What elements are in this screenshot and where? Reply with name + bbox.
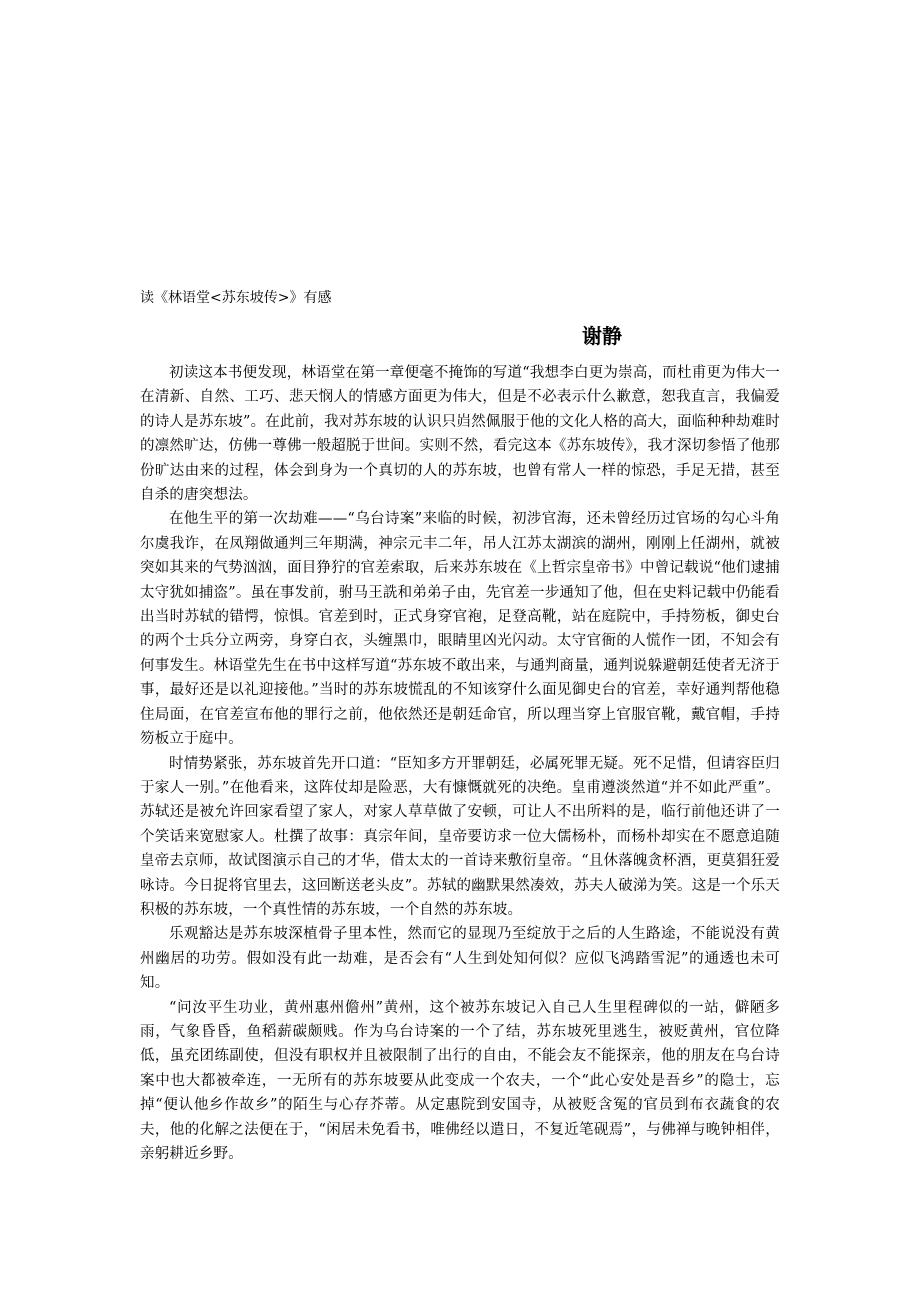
article-body — [140, 361, 780, 1166]
paragraph: 在他生平的第一次劫难——“乌台诗案”来临的时候，初涉官海，还未曾经历过官场的勾心斗角尔虞我诈，在凤翔做通判三年期满，神宗元丰二年，吊人江苏太湖滨的湖州，刚刚上任湖州，就被突如其来的气势汹汹，面目狰狞的官差索取，后来苏东坡在《上哲宗皇帝书》中曾记载说“他们逮捕太守犹如捕盗”。虽在事发前，驸马王詵和弟弟子由，先官差一步通知了他，但在史料记载中仍能看出当时苏轼的错愕，惊惧。官差到时，正式身穿官袍，足登高靴，站在庭院中，手持笏板，御史台的两个士兵分立两旁，身穿白衣，头缠黑巾，眼睛里凶光闪动。太守官衙的人慌作一团，不知会有何事发生。林语堂先生在书中这样写道“苏东坡不敢出来，与通判商量，通判说躲避朝廷使者无济于事，最好还是以礼迎接他。”当时的苏东坡慌乱的不知该穿什么面见御史台的官差，幸好通判帮他稳住局面，在官差宣布他的罪行之前，他依然还是朝廷命官，所以理当穿上官服官靴，戴官帽，手持笏板立于庭中。 — [140, 511, 780, 748]
paragraph: 时情势紧张，苏东坡首先开口道：“臣知多方开罪朝廷，必属死罪无疑。死不足惜，但请容臣归于家人一别。”在他看来，这阵仗却是险恶，大有慷慨就死的决绝。皇甫遵淡然道“并不如此严重”。苏轼还是被允许回家看望了家人，对家人草草做了安顿，可让人不出所料的是，临行前他还讲了一个笑话来宽慰家人。杜撰了故事：真宗年间，皇帝要访求一位大儒杨朴，而杨朴却实在不愿意追随皇帝去京师，故试图演示自己的才华，借太太的一首诗来敷衍皇帝。“且休落魄贪杯酒，更莫猖狂爱咏诗。今日捉将官里去，这回断送老头皮”。苏轼的幽默果然凑效，苏夫人破涕为笑。这是一个乐天积极的苏东坡，一个真性情的苏东坡，一个自然的苏东坡。 — [140, 755, 780, 918]
paragraph: “问汝平生功业，黄州惠州儋州”黄州，这个被苏东坡记入自己人生里程碑似的一站，僻陋多雨，气象昏昏，鱼稻薪碳颇贱。作为乌台诗案的一个了结，苏东坡死里逃生，被贬黄州，官位降低，虽充团练副使，但没有职权并且被限制了出行的自由，不能会友不能探亲，他的朋友在乌台诗案中也大都被牵连，一无所有的苏东坡要从此变成一个农夫，一个“此心安处是吾乡”的隐士，忘掉“便认他乡作故乡”的陌生与心存芥蒂。从定惠院到安国寺，从被贬含冤的官员到布衣蔬食的农夫，他的化解之法便在于，“闲居未免看书，唯佛经以遣日，不复近笔砚焉”，与佛禅与晚钟相伴，亲躬耕近乡野。 — [140, 999, 780, 1162]
author-name: 谢静 — [582, 324, 622, 348]
paragraph: 乐观豁达是苏东坡深植骨子里本性，然而它的显现乃至绽放于之后的人生路途，不能说没有黄州幽居的功劳。假如没有此一劫难，是否会有“人生到处知何似？应似飞鸿踏雪泥”的通透也未可知。 — [140, 926, 780, 992]
paragraph: 初读这本书便发现，林语堂在第一章便毫不掩饰的写道“我想李白更为崇高，而杜甫更为伟大一在清新、自然、工巧、悲天悯人的情感方面更为伟大，但是不必表示什么歉意，恕我直言，我偏爱的诗人是苏东坡”。在此前，我对苏东坡的认识只岿然佩服于他的文化人格的高大，面临种种劫难时的凛然旷达，仿佛一尊佛一般超脱于世间。实则不然，看完这本《苏东坡传》，我才深切参悟了他那份旷达由来的过程，体会到身为一个真切的人的苏东坡，也曾有常人一样的惊恐，手足无措，甚至自杀的唐突想法。 — [140, 365, 780, 504]
document-title: 读《林语堂<苏东坡传>》有感 — [140, 290, 332, 306]
